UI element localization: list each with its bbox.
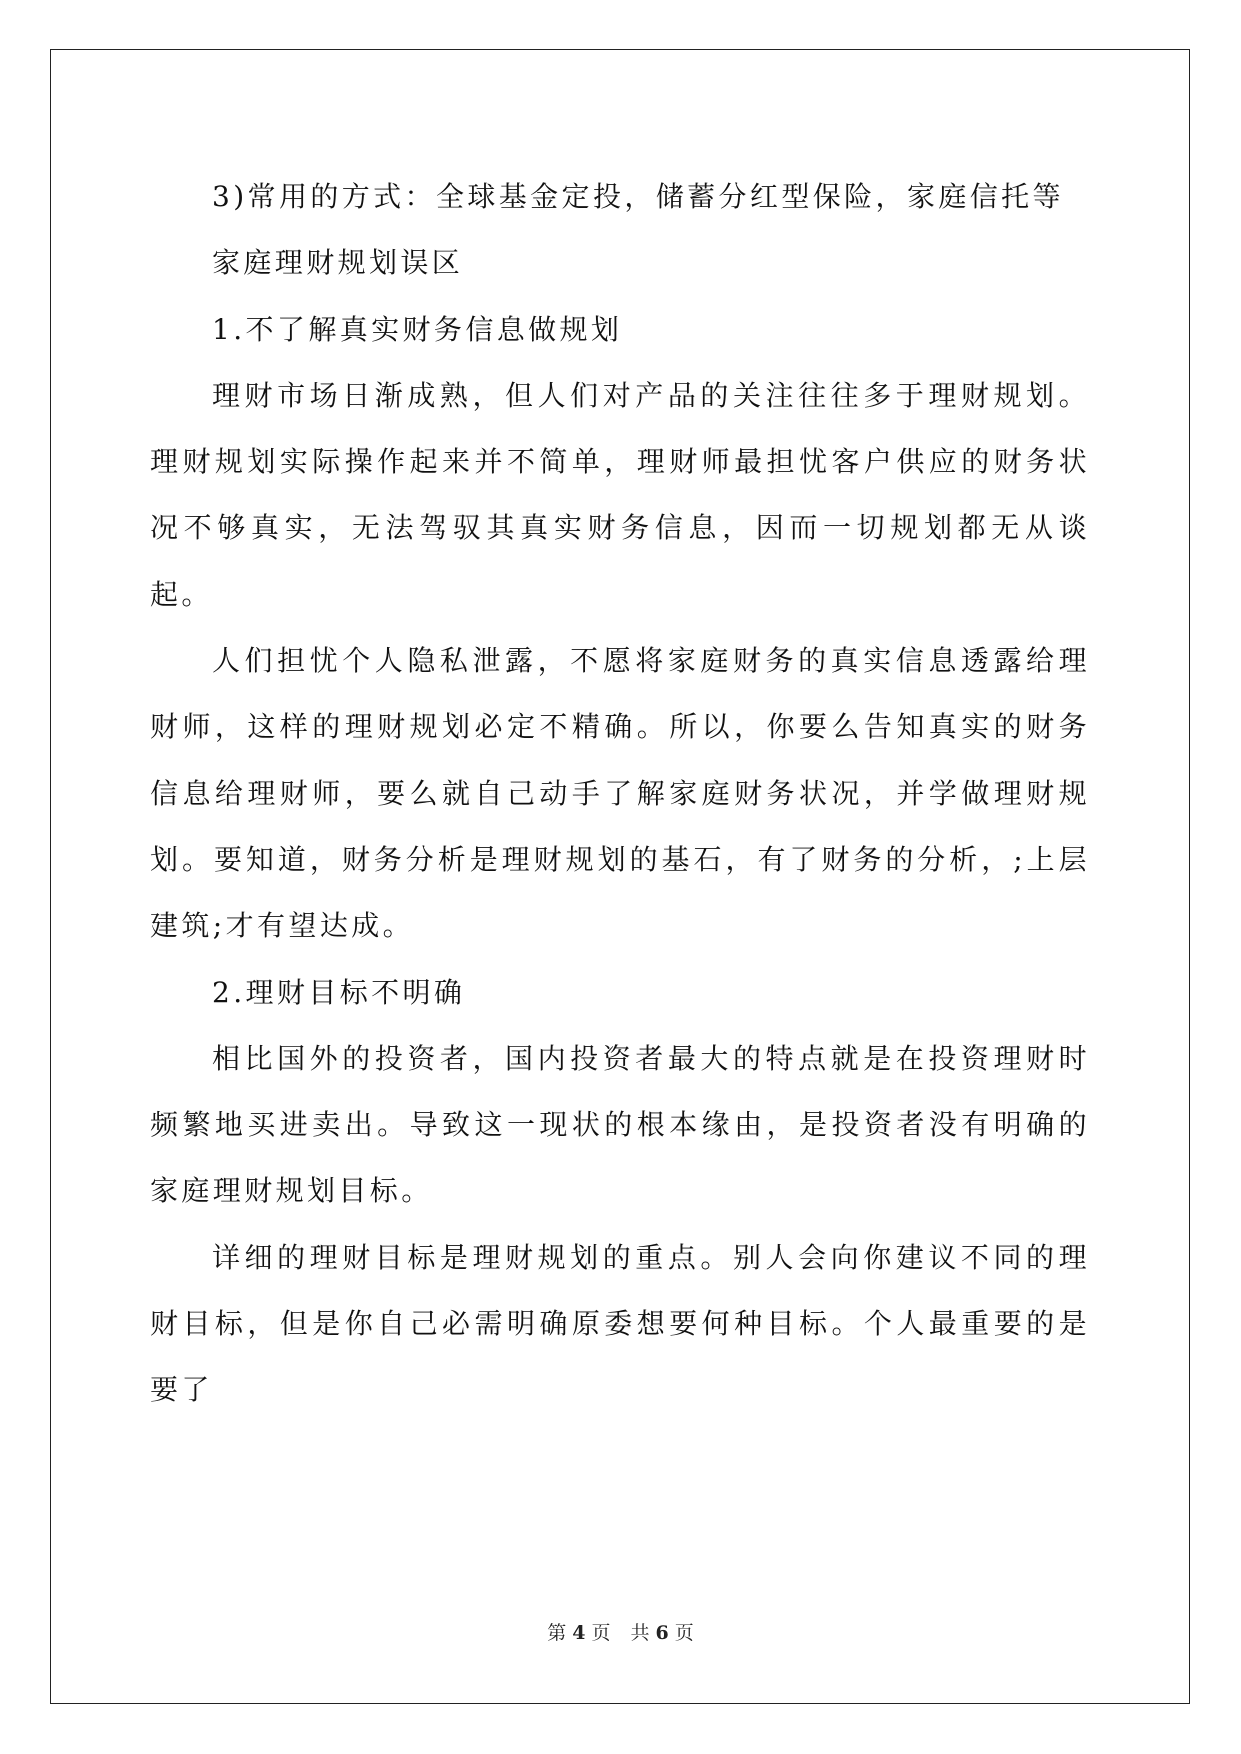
- footer-page-unit: 页: [591, 1622, 611, 1644]
- paragraph: 人们担忧个人隐私泄露，不愿将家庭财务的真实信息透露给理财师，这样的理财规划必定不精确。所以，你要么告知真实的财务信息给理财师，要么就自己动手了解家庭财务状况，并学做理财规划。要知道，财务分析是理财规划的基石，有了财务的分析，;上层建筑;才有望达成。: [150, 644, 1090, 943]
- section-heading: 家庭理财规划误区: [212, 246, 464, 280]
- subheading: 2.理财目标不明确: [212, 975, 466, 1009]
- footer-total-unit: 页: [674, 1622, 694, 1644]
- page-footer: [0, 1621, 1241, 1645]
- footer-prefix: 第: [547, 1622, 567, 1644]
- paragraph: 3)常用的方式：全球基金定投，储蓄分红型保险，家庭信托等: [212, 180, 1064, 213]
- document-body: [150, 164, 1090, 1424]
- paragraph: 理财市场日渐成熟，但人们对产品的关注往往多于理财规划。理财规划实际操作起来并不简单，理财师最担忧客户供应的财务状况不够真实，无法驾驭其真实财务信息，因而一切规划都无从谈起。: [150, 378, 1090, 611]
- current-page-number: 4: [572, 1622, 586, 1644]
- footer-total-prefix: 共: [630, 1622, 650, 1644]
- paragraph: 详细的理财目标是理财规划的重点。别人会向你建议不同的理财目标，但是你自己必需明确原委想要何种目标。个人最重要的是要了: [150, 1240, 1090, 1407]
- paragraph: 相比国外的投资者，国内投资者最大的特点就是在投资理财时频繁地买进卖出。导致这一现状的根本缘由，是投资者没有明确的家庭理财规划目标。: [150, 1041, 1090, 1208]
- subheading: 1.不了解真实财务信息做规划: [212, 312, 623, 346]
- total-pages-number: 6: [655, 1622, 669, 1644]
